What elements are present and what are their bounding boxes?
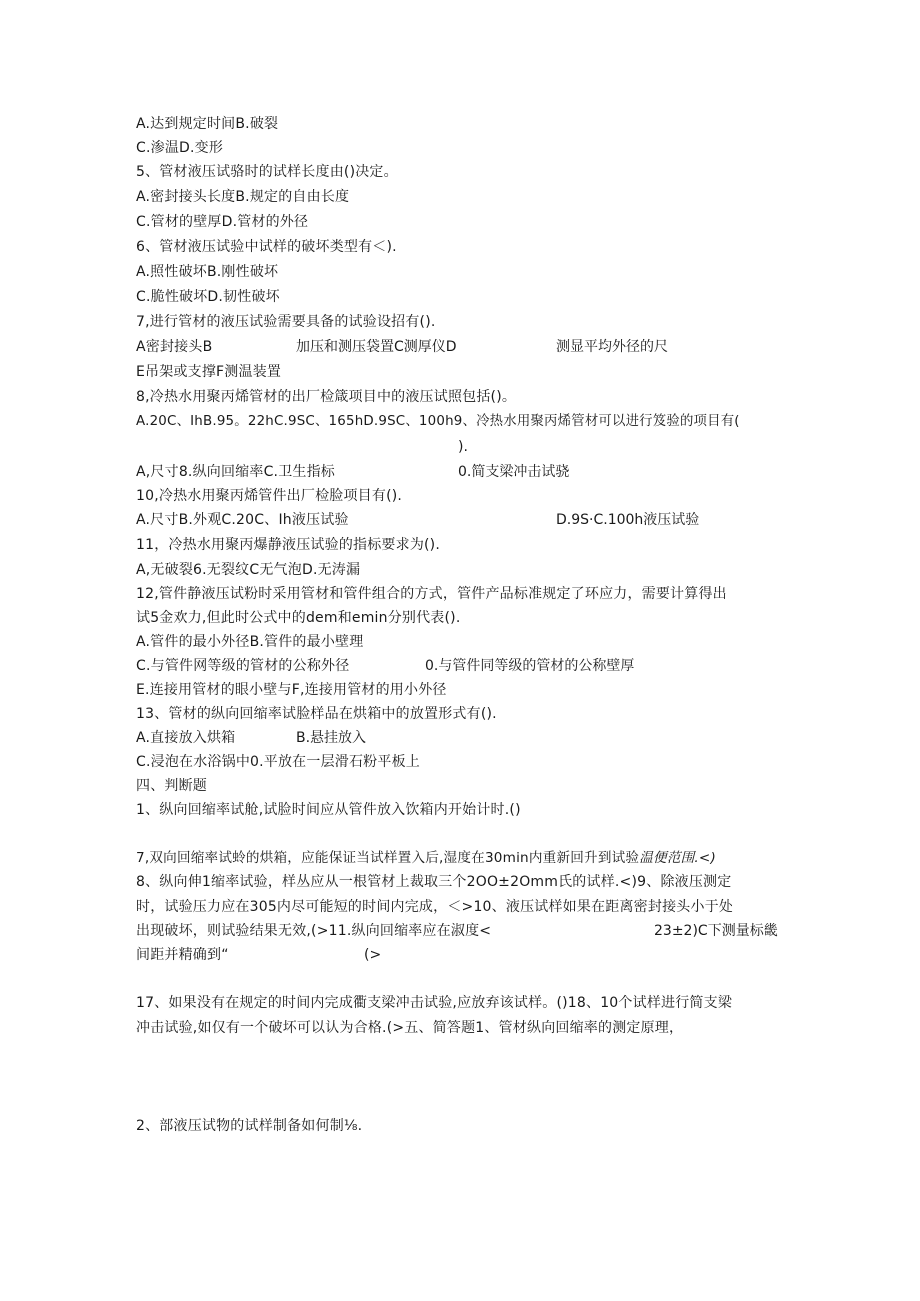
judgment-11-cont: 间距并精确到“ [136, 947, 229, 963]
option-line: C.与管件网等级的管材的公称外径 [136, 658, 350, 674]
option-line: 0.与管件同等级的管材的公称壁厚 [425, 658, 635, 674]
question-11: 11，冷热水用聚丙爆静液压试验的指标要求为(). [136, 537, 440, 553]
question-6: 6、管材液压试验中试样的破坏类型有＜). [136, 239, 397, 255]
option-line: A.尺寸B.外观C.20C、Ih液压试验 [136, 512, 349, 528]
option-line: A.密封接头长度B.规定的自由长度 [136, 189, 350, 205]
question-5: 5、管材液压试骆时的试样长度由()决定。 [136, 164, 398, 180]
option-line: C.浸泡在水浴锅中0.平放在一层滑石粉平板上 [136, 754, 420, 770]
option-line: C.脆性破坏D.韧性破坏 [136, 289, 280, 305]
option-line: A.达到规定时间B.破裂 [136, 116, 279, 132]
option-line: A.照性破坏B.刚性破坏 [136, 264, 279, 280]
question-7: 7,进行管材的液压试验需要具备的试验设招有(). [136, 314, 436, 330]
option-line: D.9S·C.100h液压试验 [556, 512, 700, 528]
option-line: A,尺寸8.纵向回缩率C.卫生指标 [136, 464, 336, 480]
question-8: 8,冷热水用聚丙烯管材的出厂检箴项目中的液压试照包括()。 [136, 389, 517, 405]
option-line: A.直接放入烘箱 [136, 730, 236, 746]
option-line: ). [458, 439, 468, 455]
question-12-cont: 试5金欢力,但此时公式中的dem和emin分别代表(). [136, 610, 461, 626]
option-line: 0.简支梁冲击试骁 [458, 464, 570, 480]
option-line: 加压和测压袋置C测厚仪D [296, 339, 457, 355]
judgment-1: 1、纵向回缩率试舱,试脸时间应从管件放入饮箱内开始计时.() [136, 802, 521, 818]
judgment-17-18: 17、如果没有在规定的时间内完成衢支梁冲击试验,应放弃该试样。()18、10个试样进行简支梁 [136, 995, 733, 1011]
option-line: C.渗温D.变形 [136, 140, 224, 156]
option-line: E吊架或支撑F测温装置 [136, 364, 282, 380]
question-13: 13、管材的纵向回缩率试脸样品在烘箱中的放置形式有(). [136, 706, 497, 722]
option-line: E.连接用管材的眼小壁与F,连接用管材的用小外径 [136, 682, 447, 698]
question-12: 12,管件静液压试粉时采用管材和管件组合的方式，管件产品标准规定了环应力，需要计算得出 [136, 586, 727, 602]
judgment-11-cont: 23±2)C下测量标畿 [654, 923, 778, 939]
judgment-18-section-5: 冲击试验,如仅有一个破坏可以认为合格.(>五、简答题1、管材纵向回缩率的测定原理， [136, 1020, 684, 1036]
judgment-11-mark: (> [364, 947, 382, 963]
short-answer-2: 2、部液压试物的试样制备如何制⅛. [136, 1118, 363, 1134]
judgment-10-11: 出现破坏，则试验结果无效,(>11.纵向回缩率应在淑度< [136, 923, 492, 939]
question-10: 10,冷热水用聚丙烯管件出厂检脸项目有(). [136, 488, 403, 504]
option-line: A,无破裂6.无裂纹C无气泡D.无涛漏 [136, 562, 361, 578]
option-line: A密封接头B [136, 339, 213, 355]
section-heading-4: 四、判断题 [136, 778, 207, 794]
option-line: B.悬挂放入 [296, 730, 367, 746]
option-line: C.管材的壁厚D.管材的外径 [136, 214, 309, 230]
option-line: A.管件的最小外径B.管件的最小壁理 [136, 634, 364, 650]
judgment-9-10: 时，试验压力应在305内尽可能短的时间内完成，＜>10、液压试样如果在距离密封接头小于处 [136, 899, 734, 915]
judgment-8-9: 8、纵向伸1缩率试验，样丛应从一根管材上裁取三个2OO±2Omm氏的试样.<)9、除液压测定 [136, 874, 732, 890]
question-9: A.20C、IhB.95。22hC.9SC、165hD.9SC、100h9、冷热水用聚丙烯管材可以进行笈验的项目有( [136, 414, 740, 429]
option-line: 测显平均外径的尺 [556, 339, 668, 355]
judgment-7: 7,双向回缩率试蛉的烘箱，应能保证当试样置入后,湿度在30min内重新回升到试验温便范围.<) [136, 850, 717, 866]
